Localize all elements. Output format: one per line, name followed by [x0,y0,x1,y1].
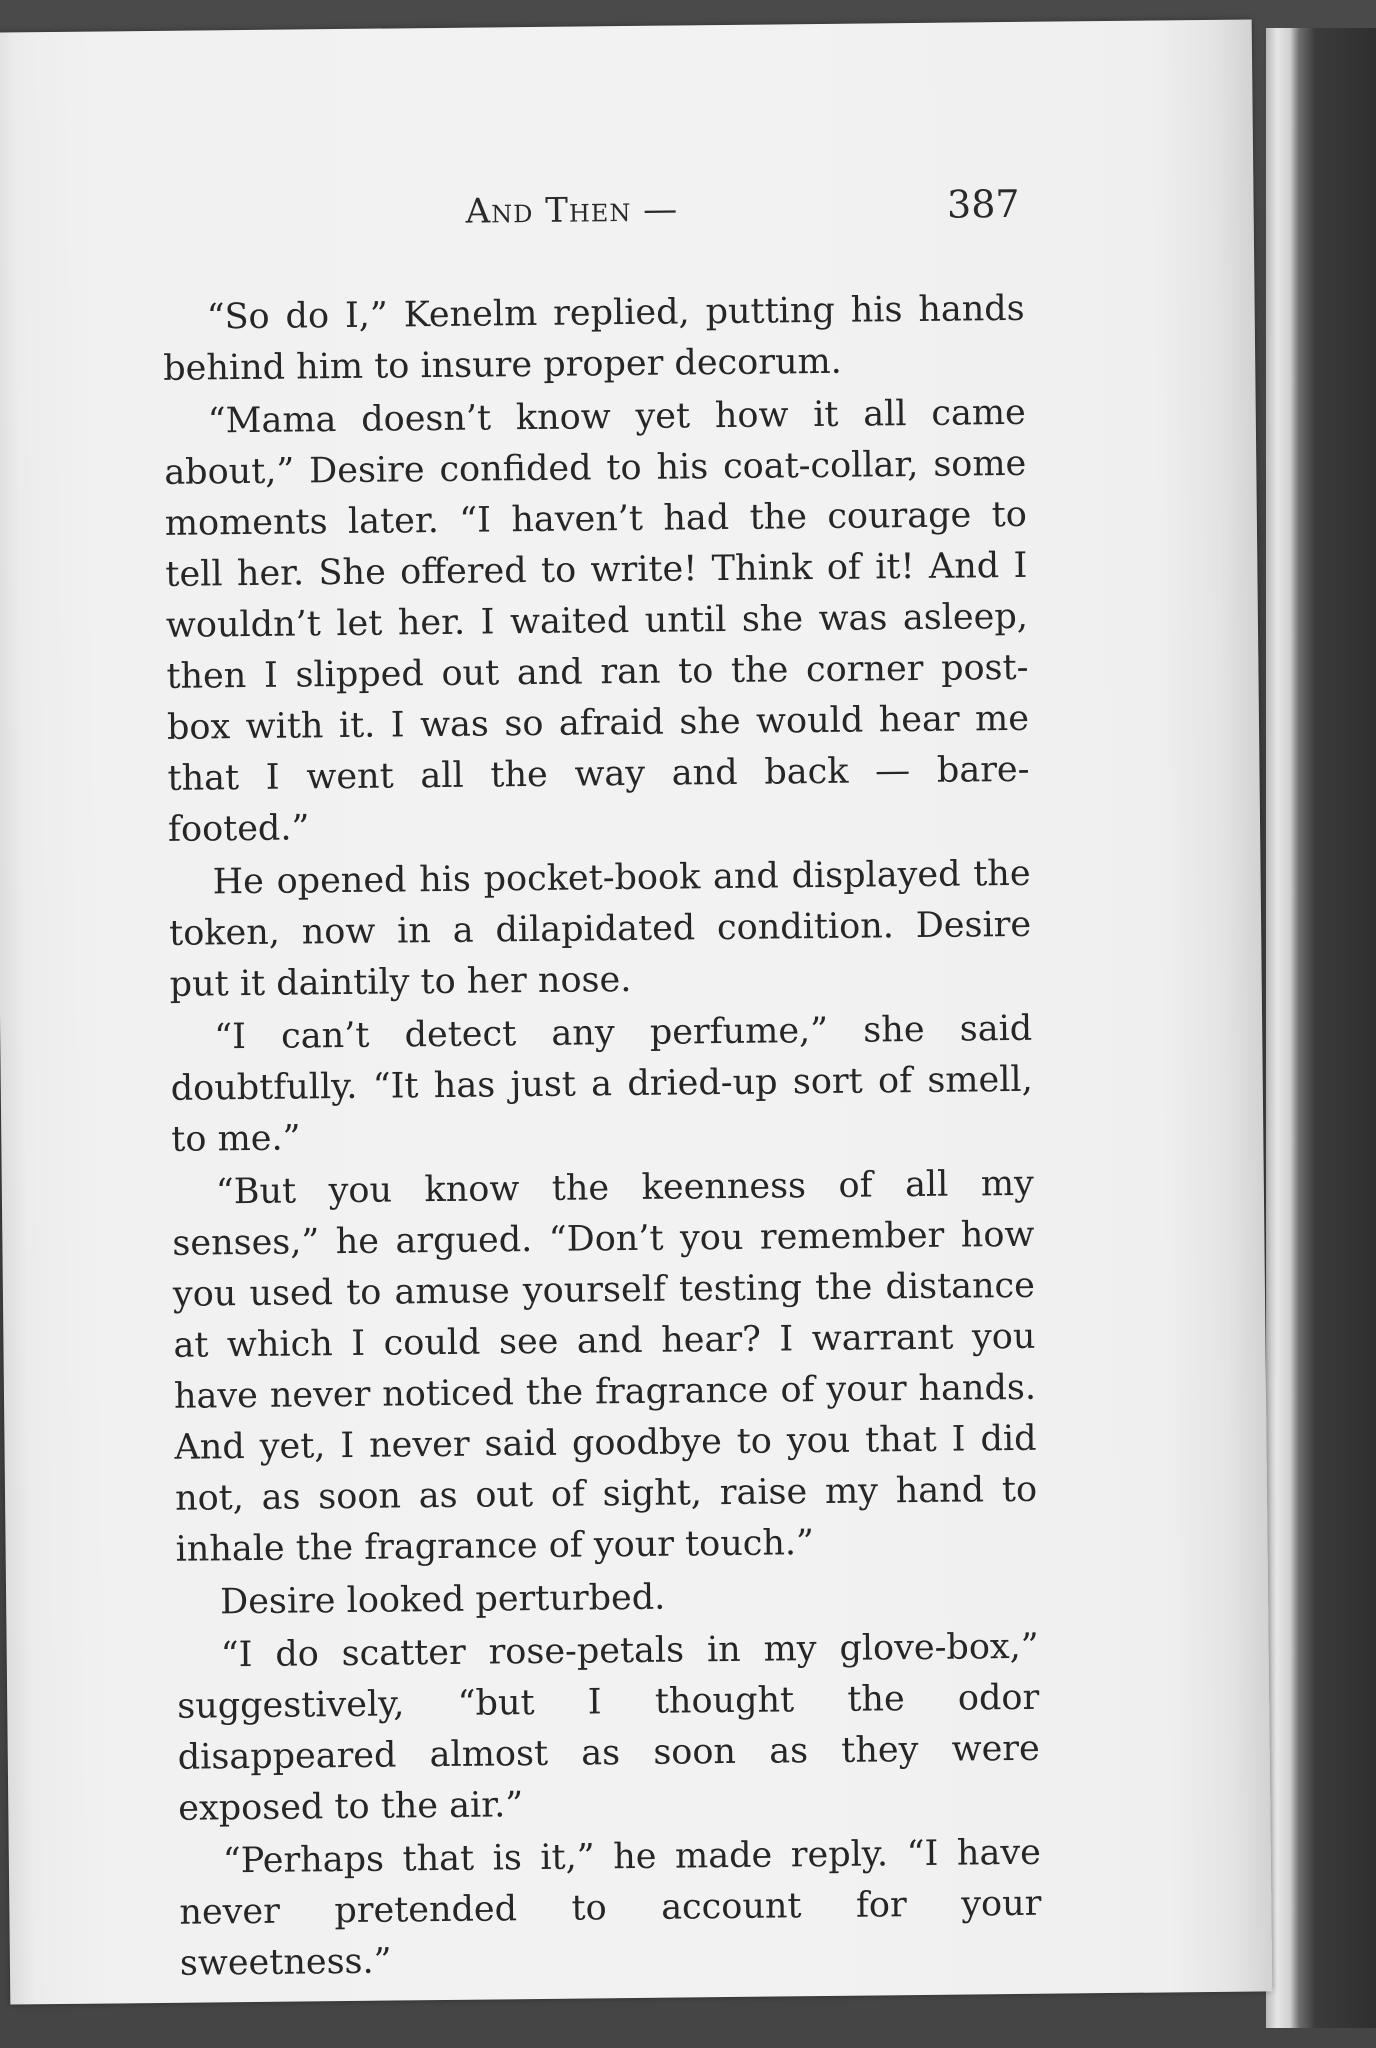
paragraph: “But you know the keenness of all my senses,” he argued. “Don’t you remember how you used to amuse yourself testing the distance at which I could see and hear? I warrant you have never noticed the fragrance of your hands. And yet, I never said goodbye to you that I did not, as soon as out of sight, raise my hand to inhale the fragrance of your touch.” [172,1163,1038,1570]
book-edge [1266,28,1376,2028]
paragraph: “Perhaps that is it,” he made reply. “I have never pretended to account for your sweetness.” [179,1832,1042,1984]
paragraph: “I can’t detect any perfume,” she said doubtfully. “It has just a dried-up sort of smell, to me.” [170,1008,1033,1160]
paragraph: Desire looked perturbed. [219,1577,666,1623]
running-head [157,180,1020,249]
page [0,19,1272,2004]
paragraph: “I do scatter rose-petals in my glove-box,” suggestively, “but I thought the odor disappeared almost as soon as they were exposed to the air.” [177,1626,1040,1829]
body-text [162,284,1042,1990]
page-number: 387 [946,181,1020,227]
paragraph: “So do I,” Kenelm replied, putting his hands behind him to insure proper decorum. [163,288,1025,389]
paragraph: “Mama doesn’t know yet how it all came about,” Desire confided to his coat-collar, some moments later. “I haven’t had the courage to tell her. She offered to write! Think of it! And I wouldn’t let her. I waited until she was asleep, then I slipped out and ran to the corner post-box with it. I was so afraid she would hear me that I went all the way and back — bare-footed.” [164,392,1030,850]
paragraph: He opened his pocket-book and displayed the token, now in a dilapidated condition. Desire put it daintily to her nose. [168,853,1032,1005]
running-head-title: And Then — [465,189,679,232]
